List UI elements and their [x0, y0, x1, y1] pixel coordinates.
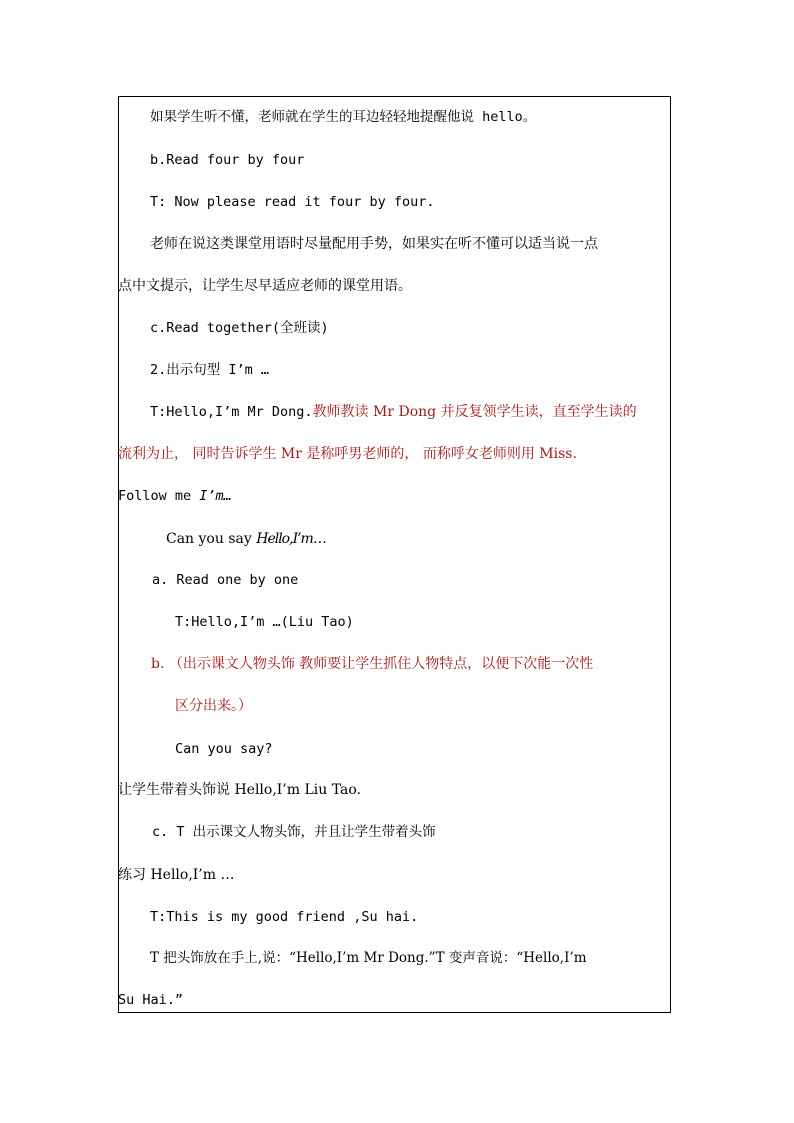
- text-line-17: 让学生带着头饰说 Hello,I’m Liu Tao.: [118, 782, 361, 798]
- text-line-4: 老师在说这类课堂用语时尽量配用手势，如果实在听不懂可以适当说一点: [150, 236, 598, 252]
- follow-me-text: Follow me: [118, 488, 200, 504]
- can-you-say-italic: Hello,I’m…: [256, 531, 326, 547]
- text-line-18: c. T 出示课文人物头饰，并且让学生带着头饰: [152, 824, 436, 840]
- text-line-6: c.Read together(全班读): [150, 320, 329, 336]
- text-line-13: T:Hello,I’m …(Liu Tao): [175, 614, 354, 630]
- text-line-14: b. （出示课文人物头饰 教师要让学生抓住人物特点，以便下次能一次性: [151, 656, 594, 672]
- can-you-say-text: Can you say: [166, 531, 257, 547]
- text-line-16: Can you say?: [175, 741, 273, 757]
- text-line-9: 流利为止， 同时告诉学生 Mr 是称呼男老师的， 而称呼女老师则用 Miss.: [118, 446, 577, 462]
- teacher-note-red: 教师教读 Mr Dong 并反复领学生读，直至学生读的: [312, 404, 637, 420]
- text-line-8: [150, 403, 637, 421]
- text-line-2: b.Read four by four: [150, 152, 305, 168]
- text-line-1: 如果学生听不懂，老师就在学生的耳边轻轻地提醒他说 hello。: [150, 109, 537, 125]
- text-line-19: 练习 Hello,I’m …: [118, 867, 235, 883]
- text-line-11: [166, 530, 326, 548]
- text-line-3: T: Now please read it four by four.: [150, 194, 435, 210]
- text-line-20: T:This is my good friend ,Su hai.: [150, 909, 419, 925]
- greeting-text: T:Hello,I’m Mr Dong.: [150, 404, 313, 420]
- text-line-15: 区分出来。）: [175, 698, 252, 714]
- text-line-22: Su Hai.”: [118, 992, 184, 1008]
- text-line-21: T 把头饰放在手上,说：“Hello,I’m Mr Dong.”T 变声音说：“Hello,I’m: [150, 950, 587, 966]
- text-line-10: [118, 487, 232, 505]
- text-line-12: a. Read one by one: [152, 572, 299, 588]
- follow-me-italic: I’m…: [199, 488, 232, 504]
- text-line-7: 2.出示句型 I’m …: [150, 362, 270, 378]
- text-line-5: 点中文提示，让学生尽早适应老师的课堂用语。: [118, 278, 412, 294]
